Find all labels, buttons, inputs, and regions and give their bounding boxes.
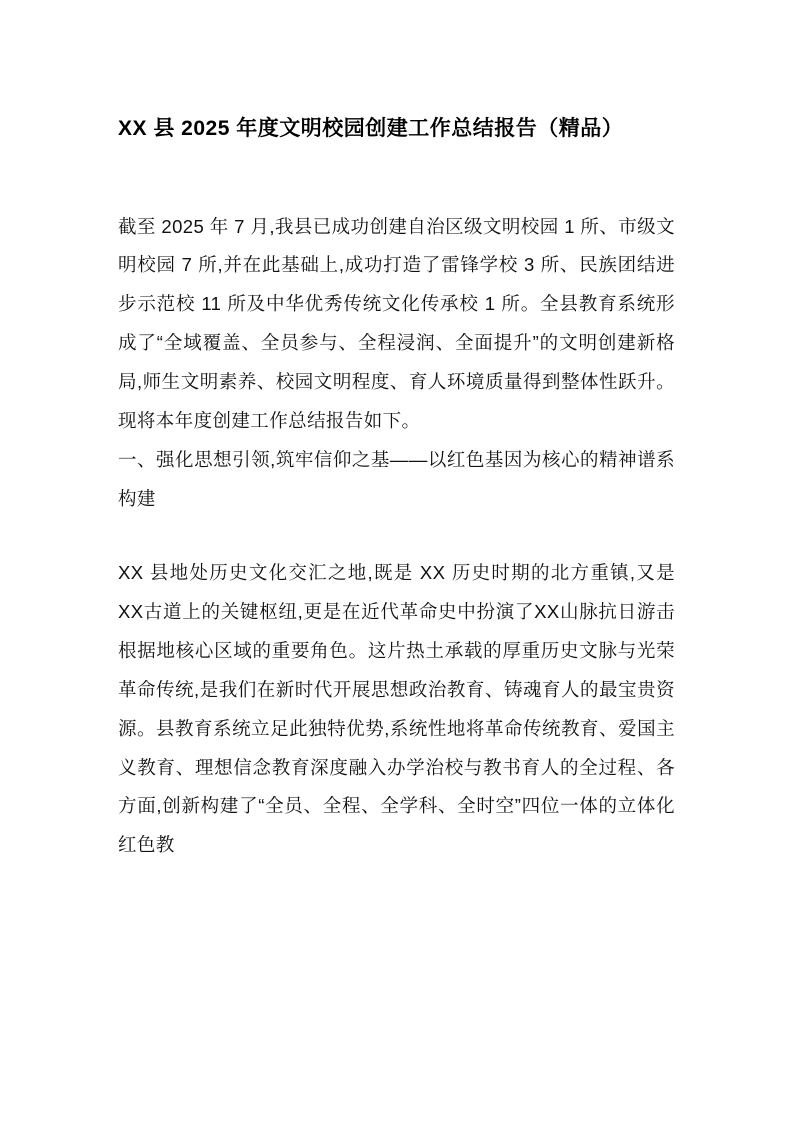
- section-heading-one: 一、强化思想引领,筑牢信仰之基——以红色基因为核心的精神谱系构建: [118, 448, 675, 509]
- paragraph-summary-intro: 截至 2025 年 7 月,我县已成功创建自治区级文明校园 1 所、市级文明校园 7 所,并在此基础上,成功打造了雷锋学校 3 所、民族团结进步示范校 11 所及中华优秀传统文化传承校 1 所。全县教育系统形成了“全域覆盖、全员参与、全程浸润、全面提升”的文明创建新格局,师生文明素养、校园文明程度、育人环境质量得到整体性跃升。现将本年度创建工作总结报告如下。: [118, 215, 675, 431]
- page-title: XX 县 2025 年度文明校园创建工作总结报告（精品）: [118, 117, 624, 140]
- paragraph-section-one-body: XX 县地处历史文化交汇之地,既是 XX 历史时期的北方重镇,又是XX古道上的关键枢纽,更是在近代革命史中扮演了XX山脉抗日游击根据地核心区域的重要角色。这片热土承载的厚重历史文脉与光荣革命传统,是我们在新时代开展思想政治教育、铸魂育人的最宝贵资源。县教育系统立足此独特优势,系统性地将革命传统教育、爱国主义教育、理想信念教育深度融入办学治校与教书育人的全过程、各方面,创新构建了“全员、全程、全学科、全时空”四位一体的立体化红色教: [118, 562, 675, 856]
